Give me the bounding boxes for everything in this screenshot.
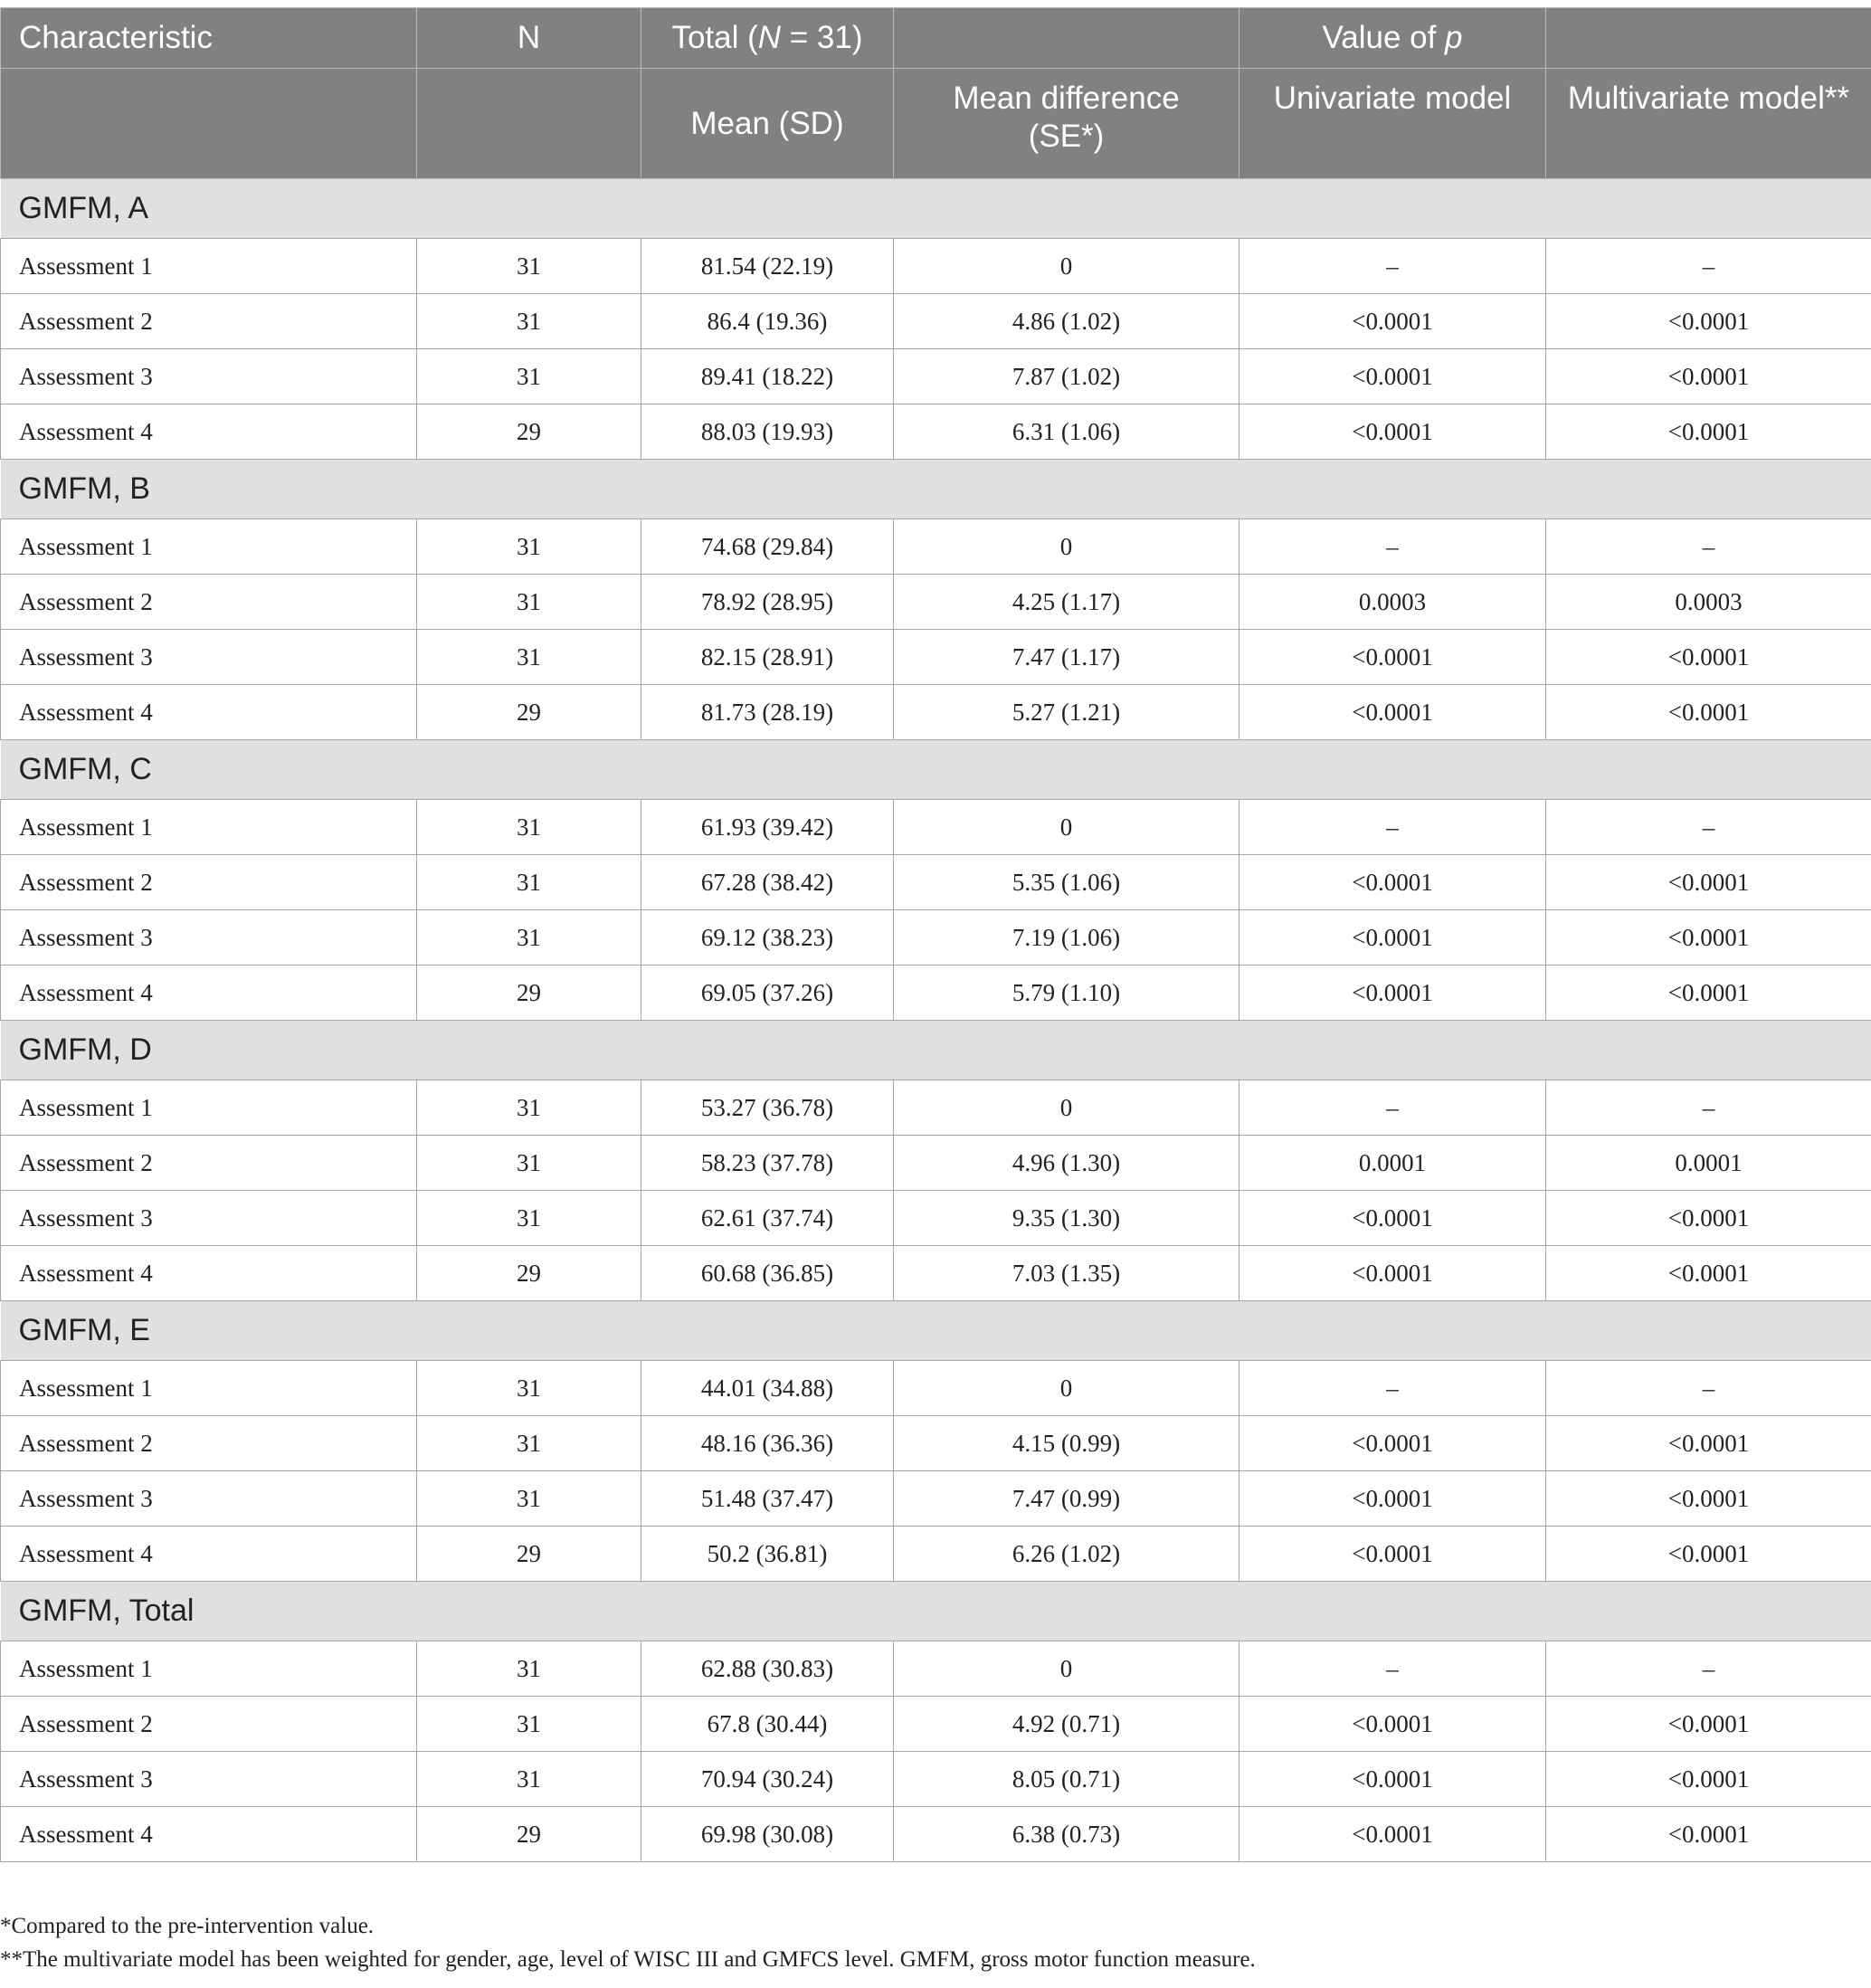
n-value: 31 (417, 1641, 641, 1697)
header-total (641, 8, 894, 69)
univariate-p-value: <0.0001 (1239, 404, 1546, 460)
mean-sd-value: 67.28 (38.42) (641, 855, 894, 910)
n-value: 31 (417, 630, 641, 685)
header-empty-4 (417, 69, 641, 179)
univariate-p-value: <0.0001 (1239, 630, 1546, 685)
mean-sd-value: 69.05 (37.26) (641, 965, 894, 1021)
univariate-p-value: <0.0001 (1239, 910, 1546, 965)
row-label: Assessment 1 (1, 1641, 417, 1697)
mean-diff-value: 5.35 (1.06) (894, 855, 1239, 910)
univariate-p-value: <0.0001 (1239, 965, 1546, 1021)
n-value: 29 (417, 685, 641, 740)
table-row (1, 519, 1871, 575)
table-row (1, 1416, 1871, 1471)
n-value: 31 (417, 1361, 641, 1416)
row-label: Assessment 2 (1, 1416, 417, 1471)
table-row (1, 404, 1871, 460)
multivariate-p-value: <0.0001 (1546, 685, 1871, 740)
univariate-p-value: <0.0001 (1239, 294, 1546, 349)
multivariate-p-value: <0.0001 (1546, 1752, 1871, 1807)
footnote-1: *Compared to the pre-intervention value. (0, 1914, 375, 1938)
table-row (1, 965, 1871, 1021)
row-label: Assessment 1 (1, 800, 417, 855)
table-row (1, 294, 1871, 349)
mean-diff-value: 5.27 (1.21) (894, 685, 1239, 740)
row-label: Assessment 4 (1, 685, 417, 740)
header-empty-3 (1, 69, 417, 179)
header-row-1 (1, 8, 1871, 69)
table-row (1, 1361, 1871, 1416)
row-label: Assessment 2 (1, 1136, 417, 1191)
group-row (1, 1021, 1871, 1080)
table-row (1, 910, 1871, 965)
n-value: 31 (417, 855, 641, 910)
n-value: 31 (417, 1471, 641, 1527)
table-row (1, 575, 1871, 630)
table-row (1, 630, 1871, 685)
n-value: 31 (417, 1697, 641, 1752)
mean-diff-value: 0 (894, 239, 1239, 294)
row-label: Assessment 1 (1, 519, 417, 575)
n-value: 31 (417, 575, 641, 630)
row-label: Assessment 1 (1, 1361, 417, 1416)
mean-diff-value: 4.25 (1.17) (894, 575, 1239, 630)
univariate-p-value: <0.0001 (1239, 1191, 1546, 1246)
mean-diff-value: 8.05 (0.71) (894, 1752, 1239, 1807)
mean-sd-value: 88.03 (19.93) (641, 404, 894, 460)
mean-sd-value: 74.68 (29.84) (641, 519, 894, 575)
group-row (1, 460, 1871, 519)
table-header (1, 8, 1871, 179)
multivariate-p-value: – (1546, 800, 1871, 855)
mean-sd-value: 44.01 (34.88) (641, 1361, 894, 1416)
table-row (1, 1807, 1871, 1862)
mean-diff-value: 0 (894, 519, 1239, 575)
mean-sd-value: 89.41 (18.22) (641, 349, 894, 404)
table-row (1, 349, 1871, 404)
mean-sd-value: 53.27 (36.78) (641, 1080, 894, 1136)
footnotes (0, 1909, 1256, 1976)
footnote-2: **The multivariate model has been weighted for gender, age, level of WISC III and GMFCS level. GMFM, gross motor function measure. (0, 1947, 1256, 1972)
group-title: GMFM, B (1, 460, 1871, 519)
mean-sd-value: 61.93 (39.42) (641, 800, 894, 855)
row-label: Assessment 1 (1, 1080, 417, 1136)
header-mean-sd: Mean (SD) (641, 69, 894, 179)
multivariate-p-value: – (1546, 239, 1871, 294)
n-value: 31 (417, 800, 641, 855)
n-value: 29 (417, 1527, 641, 1582)
n-value: 29 (417, 1246, 641, 1301)
mean-diff-value: 7.47 (1.17) (894, 630, 1239, 685)
mean-sd-value: 48.16 (36.36) (641, 1416, 894, 1471)
row-label: Assessment 3 (1, 910, 417, 965)
univariate-p-value: – (1239, 239, 1546, 294)
group-row (1, 179, 1871, 239)
row-label: Assessment 2 (1, 1697, 417, 1752)
mean-sd-value: 58.23 (37.78) (641, 1136, 894, 1191)
mean-diff-value: 4.96 (1.30) (894, 1136, 1239, 1191)
mean-sd-value: 69.12 (38.23) (641, 910, 894, 965)
table-row (1, 1246, 1871, 1301)
multivariate-p-value: <0.0001 (1546, 1191, 1871, 1246)
mean-sd-value: 51.48 (37.47) (641, 1471, 894, 1527)
group-row (1, 740, 1871, 800)
univariate-p-value: <0.0001 (1239, 1416, 1546, 1471)
univariate-p-value: – (1239, 1641, 1546, 1697)
mean-sd-value: 81.73 (28.19) (641, 685, 894, 740)
table-row (1, 1527, 1871, 1582)
mean-diff-value: 7.87 (1.02) (894, 349, 1239, 404)
n-value: 31 (417, 519, 641, 575)
row-label: Assessment 3 (1, 630, 417, 685)
mean-sd-value: 67.8 (30.44) (641, 1697, 894, 1752)
multivariate-p-value: 0.0003 (1546, 575, 1871, 630)
row-label: Assessment 3 (1, 1752, 417, 1807)
header-mean-diff: Mean difference (SE*) (894, 69, 1239, 179)
table-row (1, 855, 1871, 910)
univariate-p-value: – (1239, 800, 1546, 855)
univariate-p-value: – (1239, 519, 1546, 575)
n-value: 31 (417, 1416, 641, 1471)
n-value: 29 (417, 1807, 641, 1862)
row-label: Assessment 4 (1, 1527, 417, 1582)
mean-sd-value: 82.15 (28.91) (641, 630, 894, 685)
mean-diff-value: 7.47 (0.99) (894, 1471, 1239, 1527)
multivariate-p-value: <0.0001 (1546, 1697, 1871, 1752)
results-table (0, 7, 1871, 1862)
n-value: 29 (417, 404, 641, 460)
univariate-p-value: <0.0001 (1239, 349, 1546, 404)
univariate-p-value: <0.0001 (1239, 1807, 1546, 1862)
univariate-p-value: <0.0001 (1239, 1752, 1546, 1807)
mean-diff-value: 6.38 (0.73) (894, 1807, 1239, 1862)
table-row (1, 1136, 1871, 1191)
header-pvalue (1239, 8, 1546, 69)
n-value: 31 (417, 1752, 641, 1807)
row-label: Assessment 3 (1, 349, 417, 404)
mean-sd-value: 78.92 (28.95) (641, 575, 894, 630)
multivariate-p-value: – (1546, 1641, 1871, 1697)
mean-diff-value: 7.19 (1.06) (894, 910, 1239, 965)
univariate-p-value: 0.0003 (1239, 575, 1546, 630)
mean-diff-value: 5.79 (1.10) (894, 965, 1239, 1021)
multivariate-p-value: – (1546, 519, 1871, 575)
n-value: 31 (417, 294, 641, 349)
univariate-p-value: <0.0001 (1239, 685, 1546, 740)
table-body (1, 179, 1871, 1862)
n-value: 31 (417, 349, 641, 404)
univariate-p-value: – (1239, 1361, 1546, 1416)
multivariate-p-value: 0.0001 (1546, 1136, 1871, 1191)
mean-diff-value: 0 (894, 800, 1239, 855)
univariate-p-value: <0.0001 (1239, 855, 1546, 910)
mean-sd-value: 62.88 (30.83) (641, 1641, 894, 1697)
row-label: Assessment 1 (1, 239, 417, 294)
header-total-var: N (757, 20, 782, 55)
n-value: 31 (417, 239, 641, 294)
multivariate-p-value: – (1546, 1080, 1871, 1136)
header-pvalue-prefix: Value of (1322, 20, 1446, 55)
mean-diff-value: 0 (894, 1641, 1239, 1697)
n-value: 31 (417, 1080, 641, 1136)
mean-diff-value: 4.92 (0.71) (894, 1697, 1239, 1752)
group-title: GMFM, E (1, 1301, 1871, 1361)
multivariate-p-value: <0.0001 (1546, 1807, 1871, 1862)
table-row (1, 239, 1871, 294)
univariate-p-value: – (1239, 1080, 1546, 1136)
mean-diff-value: 0 (894, 1361, 1239, 1416)
multivariate-p-value: <0.0001 (1546, 855, 1871, 910)
multivariate-p-value: <0.0001 (1546, 404, 1871, 460)
header-multivariate: Multivariate model** (1546, 69, 1871, 179)
row-label: Assessment 2 (1, 855, 417, 910)
multivariate-p-value: <0.0001 (1546, 1527, 1871, 1582)
mean-sd-value: 50.2 (36.81) (641, 1527, 894, 1582)
row-label: Assessment 3 (1, 1471, 417, 1527)
header-total-suffix: = 31) (781, 20, 863, 55)
multivariate-p-value: – (1546, 1361, 1871, 1416)
row-label: Assessment 4 (1, 1807, 417, 1862)
mean-diff-value: 4.15 (0.99) (894, 1416, 1239, 1471)
mean-sd-value: 86.4 (19.36) (641, 294, 894, 349)
mean-diff-value: 9.35 (1.30) (894, 1191, 1239, 1246)
table-row (1, 1641, 1871, 1697)
n-value: 31 (417, 1136, 641, 1191)
multivariate-p-value: <0.0001 (1546, 1416, 1871, 1471)
n-value: 29 (417, 965, 641, 1021)
mean-sd-value: 69.98 (30.08) (641, 1807, 894, 1862)
row-label: Assessment 4 (1, 965, 417, 1021)
group-row (1, 1582, 1871, 1641)
multivariate-p-value: <0.0001 (1546, 1471, 1871, 1527)
table-row (1, 800, 1871, 855)
header-univariate: Univariate model (1239, 69, 1546, 179)
header-n: N (417, 8, 641, 69)
mean-diff-value: 0 (894, 1080, 1239, 1136)
mean-sd-value: 70.94 (30.24) (641, 1752, 894, 1807)
table-row (1, 1191, 1871, 1246)
header-row-2 (1, 69, 1871, 179)
mean-diff-value: 6.26 (1.02) (894, 1527, 1239, 1582)
n-value: 31 (417, 1191, 641, 1246)
multivariate-p-value: <0.0001 (1546, 294, 1871, 349)
group-title: GMFM, Total (1, 1582, 1871, 1641)
row-label: Assessment 2 (1, 575, 417, 630)
header-total-prefix: Total ( (671, 20, 758, 55)
multivariate-p-value: <0.0001 (1546, 1246, 1871, 1301)
multivariate-p-value: <0.0001 (1546, 349, 1871, 404)
multivariate-p-value: <0.0001 (1546, 630, 1871, 685)
header-pvalue-var: p (1445, 20, 1463, 55)
group-title: GMFM, A (1, 179, 1871, 239)
univariate-p-value: <0.0001 (1239, 1527, 1546, 1582)
row-label: Assessment 4 (1, 1246, 417, 1301)
mean-diff-value: 6.31 (1.06) (894, 404, 1239, 460)
mean-sd-value: 81.54 (22.19) (641, 239, 894, 294)
table-row (1, 1471, 1871, 1527)
row-label: Assessment 4 (1, 404, 417, 460)
row-label: Assessment 2 (1, 294, 417, 349)
multivariate-p-value: <0.0001 (1546, 910, 1871, 965)
header-empty-1 (894, 8, 1239, 69)
group-title: GMFM, D (1, 1021, 1871, 1080)
header-empty-2 (1546, 8, 1871, 69)
mean-sd-value: 62.61 (37.74) (641, 1191, 894, 1246)
univariate-p-value: 0.0001 (1239, 1136, 1546, 1191)
table-row (1, 1080, 1871, 1136)
mean-sd-value: 60.68 (36.85) (641, 1246, 894, 1301)
univariate-p-value: <0.0001 (1239, 1471, 1546, 1527)
row-label: Assessment 3 (1, 1191, 417, 1246)
multivariate-p-value: <0.0001 (1546, 965, 1871, 1021)
mean-diff-value: 7.03 (1.35) (894, 1246, 1239, 1301)
mean-diff-value: 4.86 (1.02) (894, 294, 1239, 349)
univariate-p-value: <0.0001 (1239, 1246, 1546, 1301)
group-title: GMFM, C (1, 740, 1871, 800)
table-row (1, 1752, 1871, 1807)
header-characteristic: Characteristic (1, 8, 417, 69)
n-value: 31 (417, 910, 641, 965)
table-row (1, 685, 1871, 740)
table-row (1, 1697, 1871, 1752)
univariate-p-value: <0.0001 (1239, 1697, 1546, 1752)
group-row (1, 1301, 1871, 1361)
